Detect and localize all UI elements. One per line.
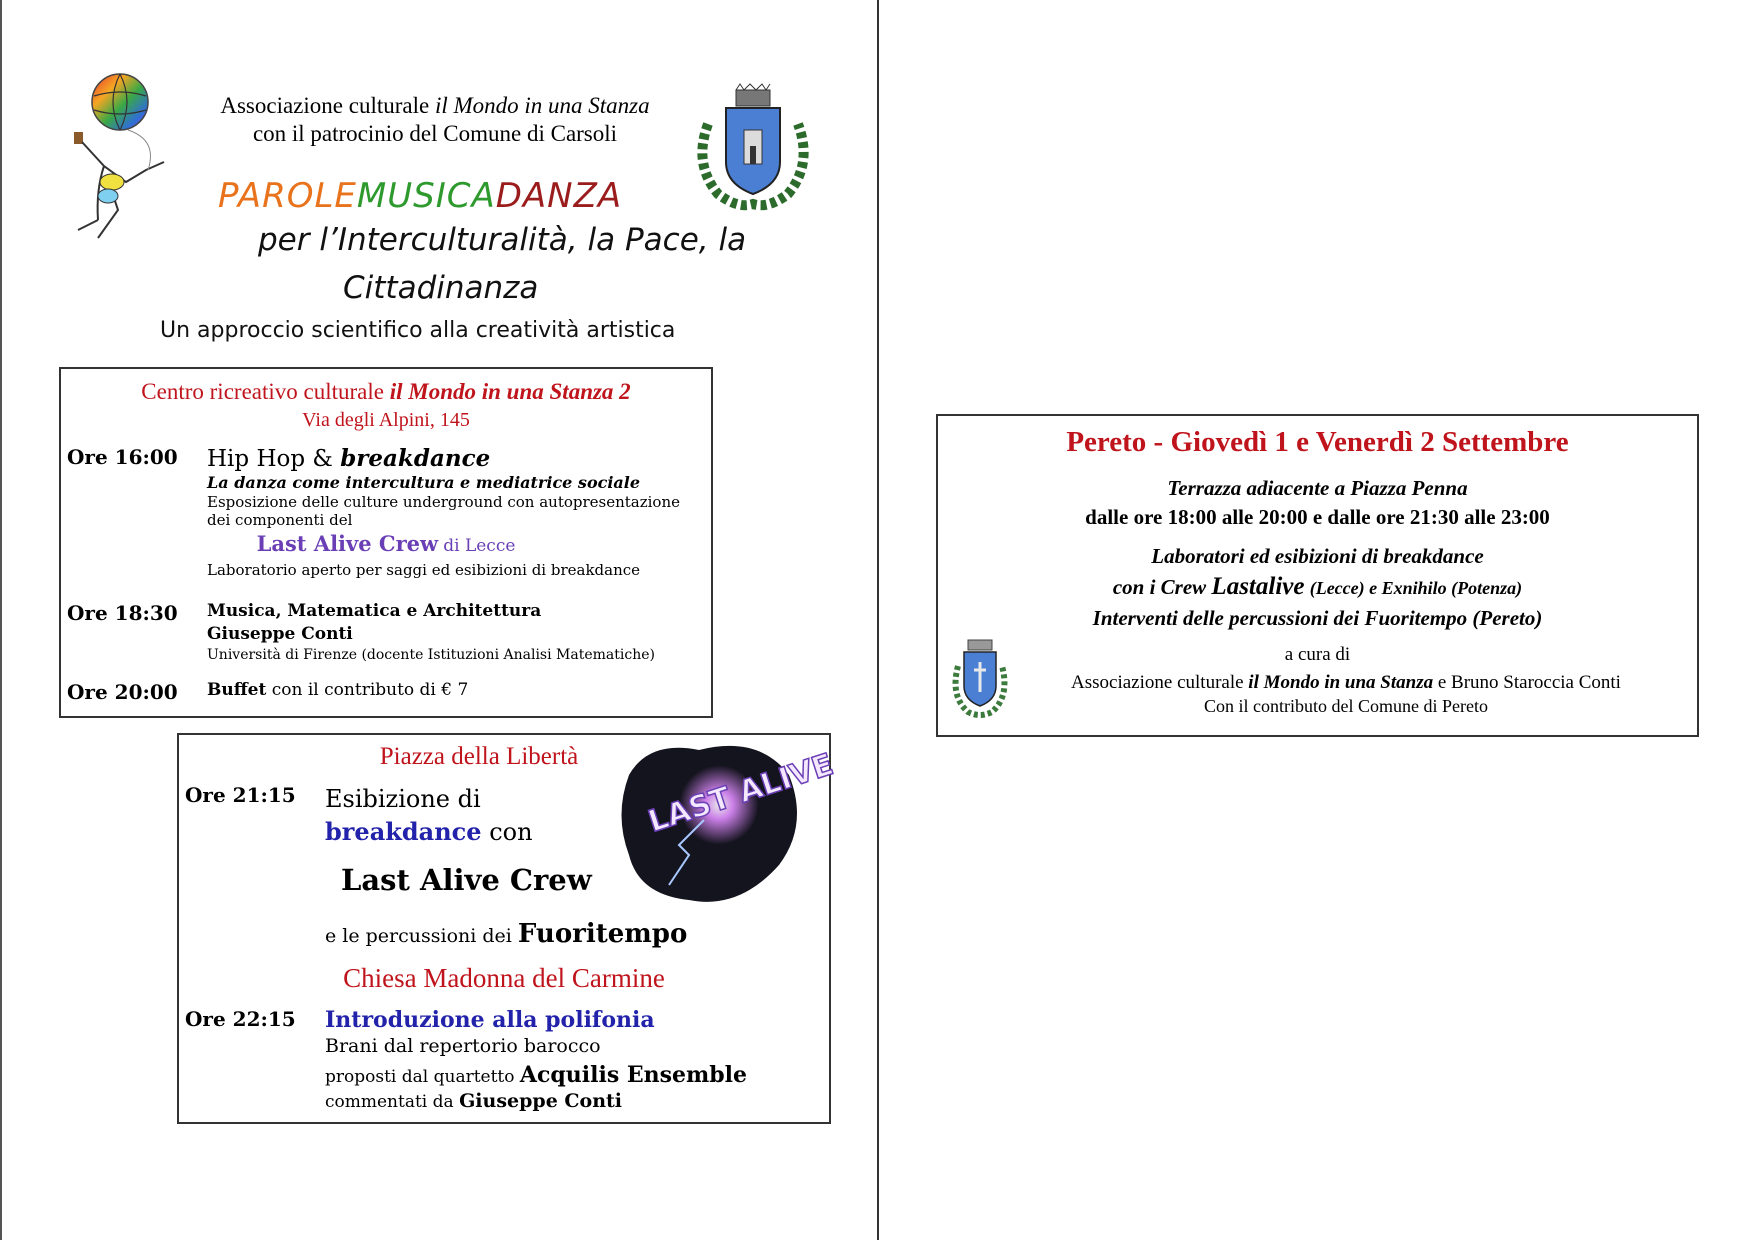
pereto-interventi: Interventi delle percussioni dei Fuoritempo (Pereto) <box>1092 606 1543 630</box>
association-line <box>190 92 680 120</box>
percussion-line <box>325 919 687 949</box>
pereto-association <box>1016 672 1676 694</box>
ensemble-line <box>325 1062 747 1088</box>
event-time: Ore 21:15 <box>185 783 296 807</box>
event-title <box>207 445 490 472</box>
page-edge-left <box>0 0 2 1240</box>
pereto-crew-prefix: con i Crew <box>1112 575 1207 599</box>
ensemble-name: Acquilis Ensemble <box>519 1062 748 1088</box>
breakdance-word: breakdance <box>325 817 482 846</box>
exhibition-line2 <box>325 817 533 846</box>
event-buffet-label: Buffet <box>207 680 267 700</box>
event-buffet-price: con il contributo di € 7 <box>271 680 469 700</box>
exhibition-with: con <box>489 818 533 846</box>
event-description: Esposizione delle culture underground con autopresentazione dei componenti del <box>207 493 681 529</box>
pereto-crew-rest: (Lecce) e Exnihilo (Potenza) <box>1309 578 1523 598</box>
event-title: Musica, Matematica e Architettura <box>207 601 542 621</box>
pereto-lab: Laboratori ed esibizioni di breakdance <box>1151 544 1484 568</box>
exhibition-line1: Esibizione di <box>325 785 481 813</box>
event-speaker: Giuseppe Conti <box>207 624 353 644</box>
ensemble-prefix: proposti dal quartetto <box>325 1067 515 1087</box>
pereto-acura: a cura di <box>1284 644 1351 665</box>
carsoli-coat-of-arms-icon <box>688 84 818 214</box>
graffiti-text: LAST ALIVE <box>644 747 838 840</box>
title-parolemusicadanza <box>218 176 622 216</box>
venue-piazza: Piazza della Libertà <box>379 743 579 770</box>
percussion-prefix: e le percussioni dei <box>325 925 512 947</box>
venue-address: Via degli Alpini, 145 <box>302 409 470 431</box>
pereto-location: Terrazza adiacente a Piazza Penna <box>1167 476 1468 500</box>
approach-line: Un approccio scientifico alla creatività artistica <box>160 318 676 343</box>
pereto-assoc-prefix: Associazione culturale <box>1071 672 1244 693</box>
pereto-box <box>936 414 1699 737</box>
event-time: Ore 22:15 <box>185 1007 296 1031</box>
percussion-name: Fuoritempo <box>517 919 688 949</box>
pereto-crew-line <box>938 573 1697 601</box>
polifonia-title: Introduzione alla polifonia <box>325 1007 655 1033</box>
pereto-hours: dalle ore 18:00 alle 20:00 e dalle ore 21:30 alle 23:00 <box>1085 505 1550 529</box>
association-logo-icon <box>68 70 178 240</box>
patronage-line: con il patrocinio del Comune di Carsoli <box>252 121 618 146</box>
program-box-piazza <box>177 733 838 1124</box>
crew-headline: Last Alive Crew <box>341 863 592 897</box>
event-subtitle: La danza come intercultura e mediatrice sociale <box>207 473 641 492</box>
venue-prefix: Centro ricreativo culturale <box>141 379 384 404</box>
venue-line <box>61 379 711 405</box>
pereto-crew-name: Lastalive <box>1211 573 1305 600</box>
event-time: Ore 16:00 <box>67 445 178 469</box>
commentator-prefix: commentati da <box>325 1092 454 1112</box>
commentator-line <box>325 1090 622 1112</box>
event-time: Ore 18:30 <box>67 601 178 625</box>
association-name: il Mondo in una Stanza <box>434 93 650 118</box>
association-prefix: Associazione culturale <box>220 93 430 118</box>
event-time: Ore 20:00 <box>67 680 178 704</box>
event-title-bold: breakdance <box>340 445 491 472</box>
commentator-name: Giuseppe Conti <box>459 1090 622 1112</box>
pereto-contrib: Con il contributo del Comune di Pereto <box>1204 696 1488 716</box>
title-danza: DANZA <box>495 176 623 216</box>
subtitle-line2: Cittadinanza <box>343 270 539 306</box>
pereto-heading: Pereto - Giovedì 1 e Venerdì 2 Settembre <box>1066 426 1569 458</box>
last-alive-graffiti-logo-icon <box>609 735 838 915</box>
brani-line: Brani dal repertorio barocco <box>325 1035 601 1057</box>
crew-name: Last Alive Crew <box>256 531 439 556</box>
crew-line <box>61 531 711 556</box>
pereto-assoc-name: il Mondo in una Stanza <box>1248 672 1434 693</box>
event-note: Laboratorio aperto per saggi ed esibizioni di breakdance <box>207 561 641 579</box>
venue-name: il Mondo in una Stanza 2 <box>389 379 631 404</box>
title-musica: MUSICA <box>356 176 496 216</box>
program-box-centro <box>59 367 713 718</box>
title-parole: PAROLE <box>218 176 357 216</box>
page-divider <box>877 0 879 1240</box>
subtitle-line1: per l’Interculturalità, la Pace, la <box>258 222 747 258</box>
pereto-coat-of-arms-icon <box>948 636 1012 720</box>
venue-chiesa: Chiesa Madonna del Carmine <box>343 963 665 993</box>
event-buffet <box>207 680 468 700</box>
event-title-plain: Hip Hop & <box>207 446 333 472</box>
crew-city: di Lecce <box>443 536 516 556</box>
pereto-assoc-rest: e Bruno Staroccia Conti <box>1437 672 1621 693</box>
event-affiliation: Università di Firenze (docente Istituzioni Analisi Matematiche) <box>207 647 655 663</box>
